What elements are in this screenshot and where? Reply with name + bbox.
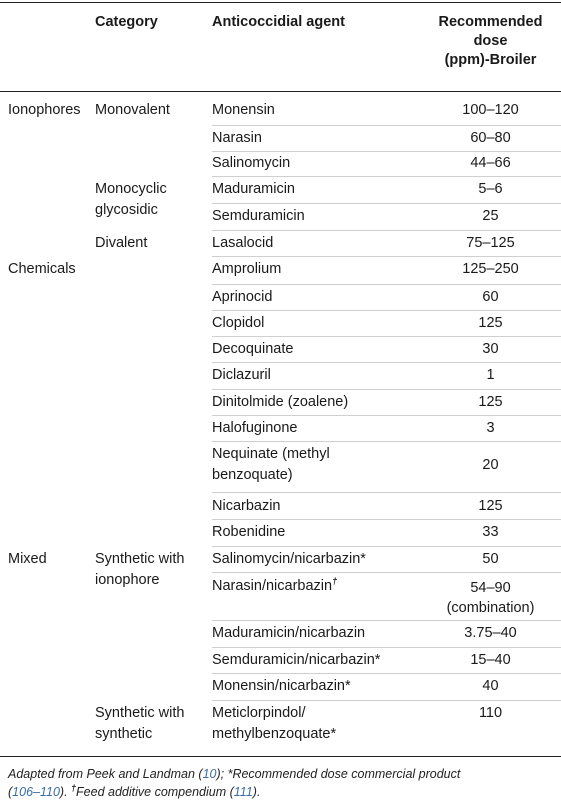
row-divider <box>212 362 561 363</box>
dose-value: 30 <box>482 341 499 357</box>
header-dose-line2: dose <box>473 33 508 49</box>
row-divider <box>212 546 561 547</box>
row-divider <box>212 125 561 126</box>
agent-name: Meticlorpindol/ <box>212 705 306 721</box>
category-label: Monocyclic <box>95 181 167 197</box>
dose-value: 50 <box>482 551 499 567</box>
dose-value: 125 <box>478 315 503 331</box>
reference-link[interactable]: 111 <box>233 785 253 799</box>
group-label: Mixed <box>8 551 47 567</box>
row-divider <box>212 572 561 573</box>
top-rule <box>0 2 561 3</box>
agent-name: Lasalocid <box>212 235 274 251</box>
dose-value: 125 <box>478 394 503 410</box>
agent-name: Nequinate (methyl <box>212 446 330 462</box>
group-label: Chemicals <box>8 261 76 277</box>
dose-value: 25 <box>482 208 499 224</box>
row-divider <box>212 647 561 648</box>
dose-value: 44–66 <box>470 155 511 171</box>
dose-value: 125 <box>478 498 503 514</box>
agent-name: Decoquinate <box>212 341 294 357</box>
agent-name: Maduramicin <box>212 181 295 197</box>
reference-link[interactable]: 106–110 <box>12 785 60 799</box>
footnote-text: Feed additive compendium ( <box>76 785 234 799</box>
agent-name-text: Narasin/nicarbazin <box>212 578 333 594</box>
header-rule <box>0 91 561 92</box>
table-footnote <box>8 765 556 801</box>
row-divider <box>212 151 561 152</box>
dose-value: 125–250 <box>462 261 519 277</box>
category-label: Synthetic with <box>95 705 185 721</box>
dose-value: 40 <box>482 678 499 694</box>
agent-name: Semduramicin/nicarbazin* <box>212 652 381 668</box>
row-divider <box>212 336 561 337</box>
agent-name: Clopidol <box>212 315 265 331</box>
row-divider <box>212 176 561 177</box>
agent-name: Nicarbazin <box>212 498 281 514</box>
agent-name: Salinomycin/nicarbazin* <box>212 551 366 567</box>
row-divider <box>212 673 561 674</box>
category-label: Synthetic with <box>95 551 185 567</box>
category-label-line2: synthetic <box>95 726 153 742</box>
dose-value-line2: (combination) <box>446 600 535 616</box>
agent-name: Amprolium <box>212 261 282 277</box>
dose-value: 75–125 <box>466 235 515 251</box>
row-divider <box>212 230 561 231</box>
agent-name: Salinomycin <box>212 155 291 171</box>
agent-name: Narasin <box>212 130 262 146</box>
agent-name: Halofuginone <box>212 420 298 436</box>
dose-value: 54–90 <box>470 580 511 596</box>
category-label-line2: glycosidic <box>95 202 158 218</box>
header-agent: Anticoccidial agent <box>212 14 345 30</box>
group-label: Ionophores <box>8 102 81 118</box>
row-divider <box>212 310 561 311</box>
dose-value: 60 <box>482 289 499 305</box>
dagger-mark: † <box>332 576 338 587</box>
row-divider <box>212 389 561 390</box>
header-dose-line3: (ppm)-Broiler <box>444 52 537 68</box>
header-dose <box>420 13 561 70</box>
row-divider <box>212 700 561 701</box>
footnote-text: ). <box>252 785 261 799</box>
dose-value: 60–80 <box>470 130 511 146</box>
row-divider <box>212 441 561 442</box>
footnote-line2 <box>8 783 556 801</box>
row-divider <box>212 620 561 621</box>
agent-name: Semduramicin <box>212 208 305 224</box>
agent-name: Monensin/nicarbazin* <box>212 678 351 694</box>
dose-value: 15–40 <box>470 652 511 668</box>
agent-name <box>212 577 337 596</box>
row-divider <box>212 203 561 204</box>
dose-value: 5–6 <box>478 181 503 197</box>
header-dose-line1: Recommended <box>438 14 543 30</box>
category-label-line2: ionophore <box>95 572 160 588</box>
dose-value: 3.75–40 <box>464 625 517 641</box>
agent-name: Robenidine <box>212 524 286 540</box>
footnote-text: Adapted from Peek and Landman ( <box>8 767 203 781</box>
category-label: Monovalent <box>95 102 170 118</box>
agent-name: Monensin <box>212 102 275 118</box>
dose-value: 3 <box>486 420 495 436</box>
dose-value: 1 <box>486 367 495 383</box>
agent-name-line2: methylbenzoquate* <box>212 726 337 742</box>
dagger-mark: † <box>71 782 77 793</box>
agent-name: Maduramicin/nicarbazin <box>212 625 366 641</box>
footnote-text: ( <box>8 785 13 799</box>
dose-value: 100–120 <box>462 102 519 118</box>
row-divider <box>212 492 561 493</box>
category-label: Divalent <box>95 235 148 251</box>
row-divider <box>212 415 561 416</box>
bottom-rule <box>0 756 561 757</box>
header-category: Category <box>95 14 158 30</box>
agent-name: Dinitolmide (zoalene) <box>212 394 349 410</box>
reference-link[interactable]: 10 <box>202 767 217 781</box>
footnote-text: ). <box>59 785 72 799</box>
dose-value: 110 <box>478 705 503 721</box>
row-divider <box>212 519 561 520</box>
footnote-line1 <box>8 765 556 783</box>
footnote-text: ); *Recommended dose commercial product <box>216 767 461 781</box>
dose-value: 20 <box>482 457 499 473</box>
dose-value: 33 <box>482 524 499 540</box>
row-divider <box>212 284 561 285</box>
agent-name-line2: benzoquate) <box>212 467 293 483</box>
agent-name: Aprinocid <box>212 289 273 305</box>
row-divider <box>212 256 561 257</box>
agent-name: Diclazuril <box>212 367 271 383</box>
